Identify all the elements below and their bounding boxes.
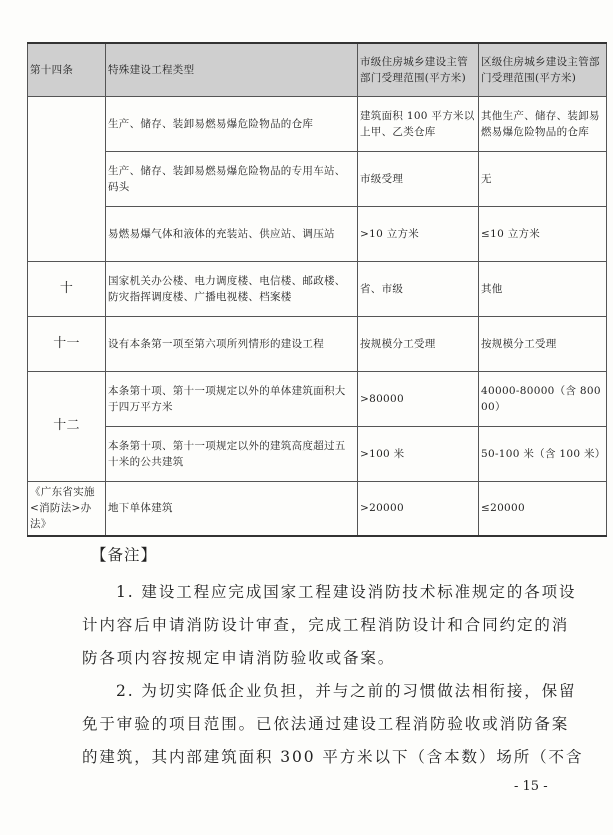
header-city-scope: 市级住房城乡建设主管部门受理范围(平方米): [358, 43, 479, 96]
city-cell: >10 立方米: [358, 206, 479, 261]
city-cell: 省、市级: [358, 261, 479, 316]
table-row: [28, 426, 607, 481]
city-cell: 建筑面积 100 平方米以上甲、乙类仓库: [358, 96, 479, 151]
table-header-row: [28, 43, 607, 96]
district-cell: ≤10 立方米: [479, 206, 607, 261]
district-cell: 无: [479, 151, 607, 206]
type-cell: 生产、储存、装卸易燃易爆危险物品的仓库: [106, 96, 358, 151]
notes-line: 防各项内容按规定申请消防验收或备案。: [82, 649, 396, 667]
notes-line: 的建筑，其内部建筑面积 300 平方米以下（含本数）场所（不含: [82, 748, 584, 766]
type-cell: 地下单体建筑: [106, 481, 358, 536]
table-row: [28, 151, 607, 206]
notes-line: 免于审验的项目范围。已依法通过建设工程消防验收或消防备案: [82, 715, 570, 733]
article-number-cell: 十: [28, 261, 106, 316]
table-row: [28, 96, 607, 151]
table-row: [28, 206, 607, 261]
type-cell: 国家机关办公楼、电力调度楼、电信楼、邮政楼、防灾指挥调度楼、广播电视楼、档案楼: [106, 261, 358, 316]
district-cell: 其他: [479, 261, 607, 316]
header-district-scope: 区级住房城乡建设主管部门受理范围(平方米): [479, 43, 607, 96]
table-row: [28, 316, 607, 371]
type-cell: 生产、储存、装卸易燃易爆危险物品的专用车站、码头: [106, 151, 358, 206]
city-cell: >80000: [358, 371, 479, 426]
district-cell: ≤20000: [479, 481, 607, 536]
table-row: [28, 261, 607, 316]
type-cell: 设有本条第一项至第六项所列情形的建设工程: [106, 316, 358, 371]
type-cell: 本条第十项、第十一项规定以外的单体建筑面积大于四万平方米: [106, 371, 358, 426]
city-cell: >100 米: [358, 426, 479, 481]
table-row: [28, 481, 607, 536]
construction-scope-table: [27, 42, 607, 537]
district-cell: 50-100 米（含 100 米）: [479, 426, 607, 481]
city-cell: 按规模分工受理: [358, 316, 479, 371]
notes-line: 2. 为切实降低企业负担，并与之前的习惯做法相衔接，保留: [116, 682, 577, 700]
type-cell: 易燃易爆气体和液体的充装站、供应站、调压站: [106, 206, 358, 261]
notes-line: 计内容后申请消防设计审查，完成工程消防设计和合同约定的消: [82, 616, 570, 634]
district-cell: 其他生产、储存、装卸易燃易爆危险物品的仓库: [479, 96, 607, 151]
empty-article-cell: [28, 96, 106, 261]
header-article: 第十四条: [28, 43, 106, 96]
article-number-cell: 十一: [28, 316, 106, 371]
notes-title: 【备注】: [91, 546, 158, 564]
article-number-cell: 《广东省实施<消防法>办法》: [28, 481, 106, 536]
article-number-cell: 十二: [28, 371, 106, 481]
district-cell: 按规模分工受理: [479, 316, 607, 371]
city-cell: 市级受理: [358, 151, 479, 206]
city-cell: >20000: [358, 481, 479, 536]
header-type: 特殊建设工程类型: [106, 43, 358, 96]
page-number: - 15 -: [514, 779, 548, 794]
notes-line: 1. 建设工程应完成国家工程建设消防技术标准规定的各项设: [116, 583, 577, 601]
type-cell: 本条第十项、第十一项规定以外的建筑高度超过五十米的公共建筑: [106, 426, 358, 481]
table-row: [28, 371, 607, 426]
district-cell: 40000-80000（含 80000）: [479, 371, 607, 426]
